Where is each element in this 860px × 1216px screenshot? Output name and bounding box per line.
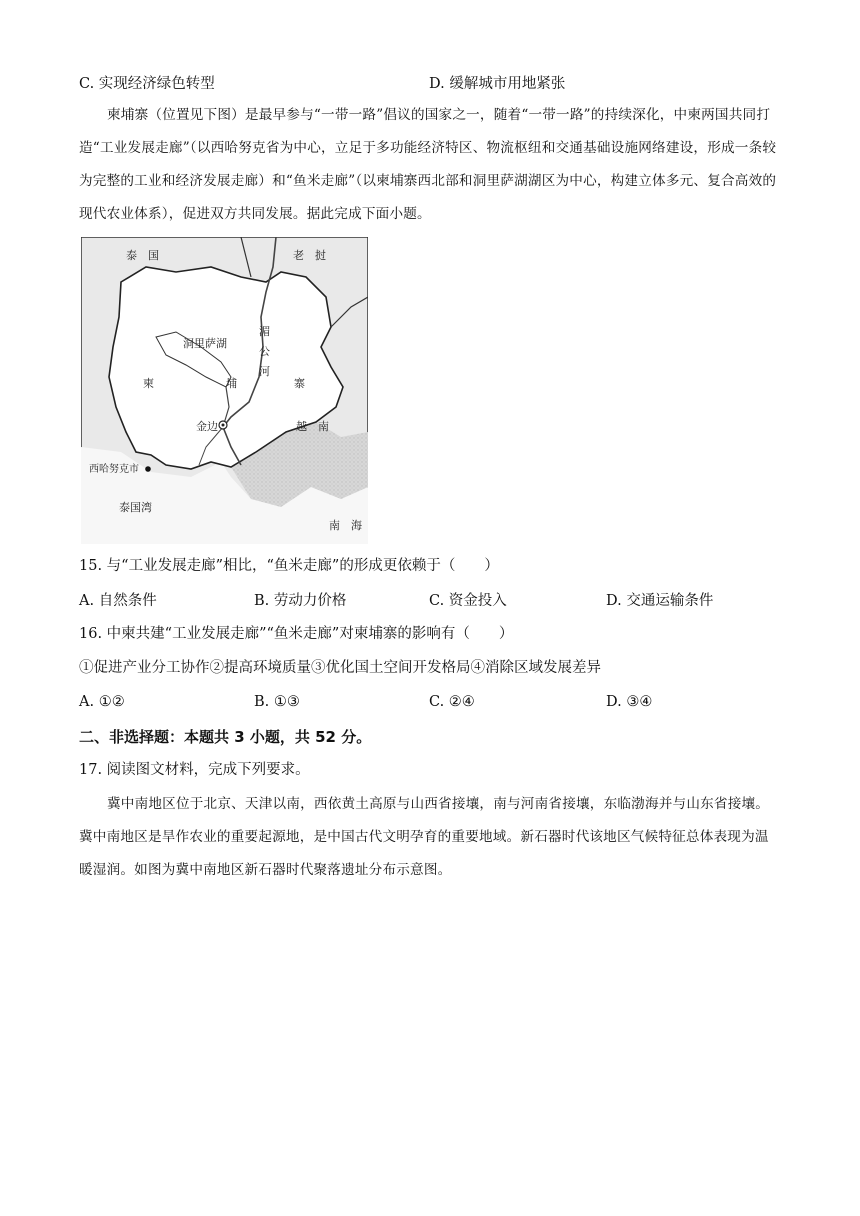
label-mekong-3: 河	[259, 365, 270, 378]
q16-statements: ①促进产业分工协作②提高环境质量③优化国土空间开发格局④消除区域发展差异	[79, 660, 601, 676]
label-cambodia-2: 埔	[226, 377, 237, 390]
q15-option-a[interactable]: A. 自然条件	[79, 593, 157, 609]
q17-passage: 冀中南地区位于北京、天津以南，西依黄土高原与山西省接壤，南与河南省接壤，东临渤海并与山东省接壤。冀中南地区是旱作农业的重要起源地，是中国古代文明孕育的重要地域。新石器时代该地区气候特征总体表现为温暖湿润。如图为冀中南地区新石器时代聚落遗址分布示意图。	[79, 796, 770, 878]
label-tonle-sap: 洞里萨湖	[183, 337, 227, 350]
label-mekong-1: 湄	[259, 325, 270, 338]
q15-stem: 15. 与“工业发展走廊”相比，“鱼米走廊”的形成更依赖于（ ）	[79, 558, 499, 574]
label-gulf: 泰国湾	[119, 501, 152, 514]
city-marker	[145, 466, 151, 472]
q15-option-d[interactable]: D. 交通运输条件	[606, 593, 714, 609]
q16-option-a[interactable]: A. ①②	[79, 694, 125, 710]
label-cambodia-3: 寨	[294, 377, 305, 390]
map-figure	[81, 237, 368, 544]
q15-option-c[interactable]: C. 资金投入	[429, 593, 507, 609]
label-cambodia-1: 柬	[143, 377, 154, 390]
q16-option-d[interactable]: D. ③④	[606, 694, 653, 710]
q16-option-b[interactable]: B. ①③	[254, 694, 300, 710]
section-heading: 二、非选择题：本题共 3 小题，共 52 分。	[79, 728, 372, 746]
label-phnom-penh: 金边	[196, 420, 218, 433]
option-d-prev: D. 缓解城市用地紧张	[429, 76, 566, 92]
label-vietnam: 越 南	[296, 420, 329, 433]
q15-option-b[interactable]: B. 劳动力价格	[254, 593, 347, 609]
passage-cambodia: 柬埔寨（位置见下图）是最早参与“一带一路”倡议的国家之一，随着“一带一路”的持续深化，中柬两国共同打造“工业发展走廊”（以西哈努克省为中心，立足于多功能经济特区、物流枢纽和交通基础设施网络建设，形成一条较为完整的工业和经济发展走廊）和“鱼米走廊”（以柬埔寨西北部和洞里萨湖湖区为中心，构建立体多元、复合高效的现代农业体系），促进双方共同发展。据此完成下面小题。	[79, 107, 777, 222]
option-c-prev: C. 实现经济绿色转型	[79, 76, 215, 92]
label-south-sea: 南 海	[329, 519, 362, 532]
q16-stem: 16. 中柬共建“工业发展走廊”“鱼米走廊”对柬埔寨的影响有（ ）	[79, 626, 514, 642]
label-thailand: 泰 国	[126, 249, 159, 262]
label-laos: 老 挝	[293, 249, 326, 262]
label-mekong-2: 公	[259, 345, 270, 358]
q16-option-c[interactable]: C. ②④	[429, 694, 475, 710]
label-sihanoukville: 西哈努克市	[89, 464, 139, 475]
q17-stem: 17. 阅读图文材料，完成下列要求。	[79, 762, 310, 778]
cambodia-map	[81, 237, 368, 544]
capital-marker-dot	[222, 424, 225, 427]
